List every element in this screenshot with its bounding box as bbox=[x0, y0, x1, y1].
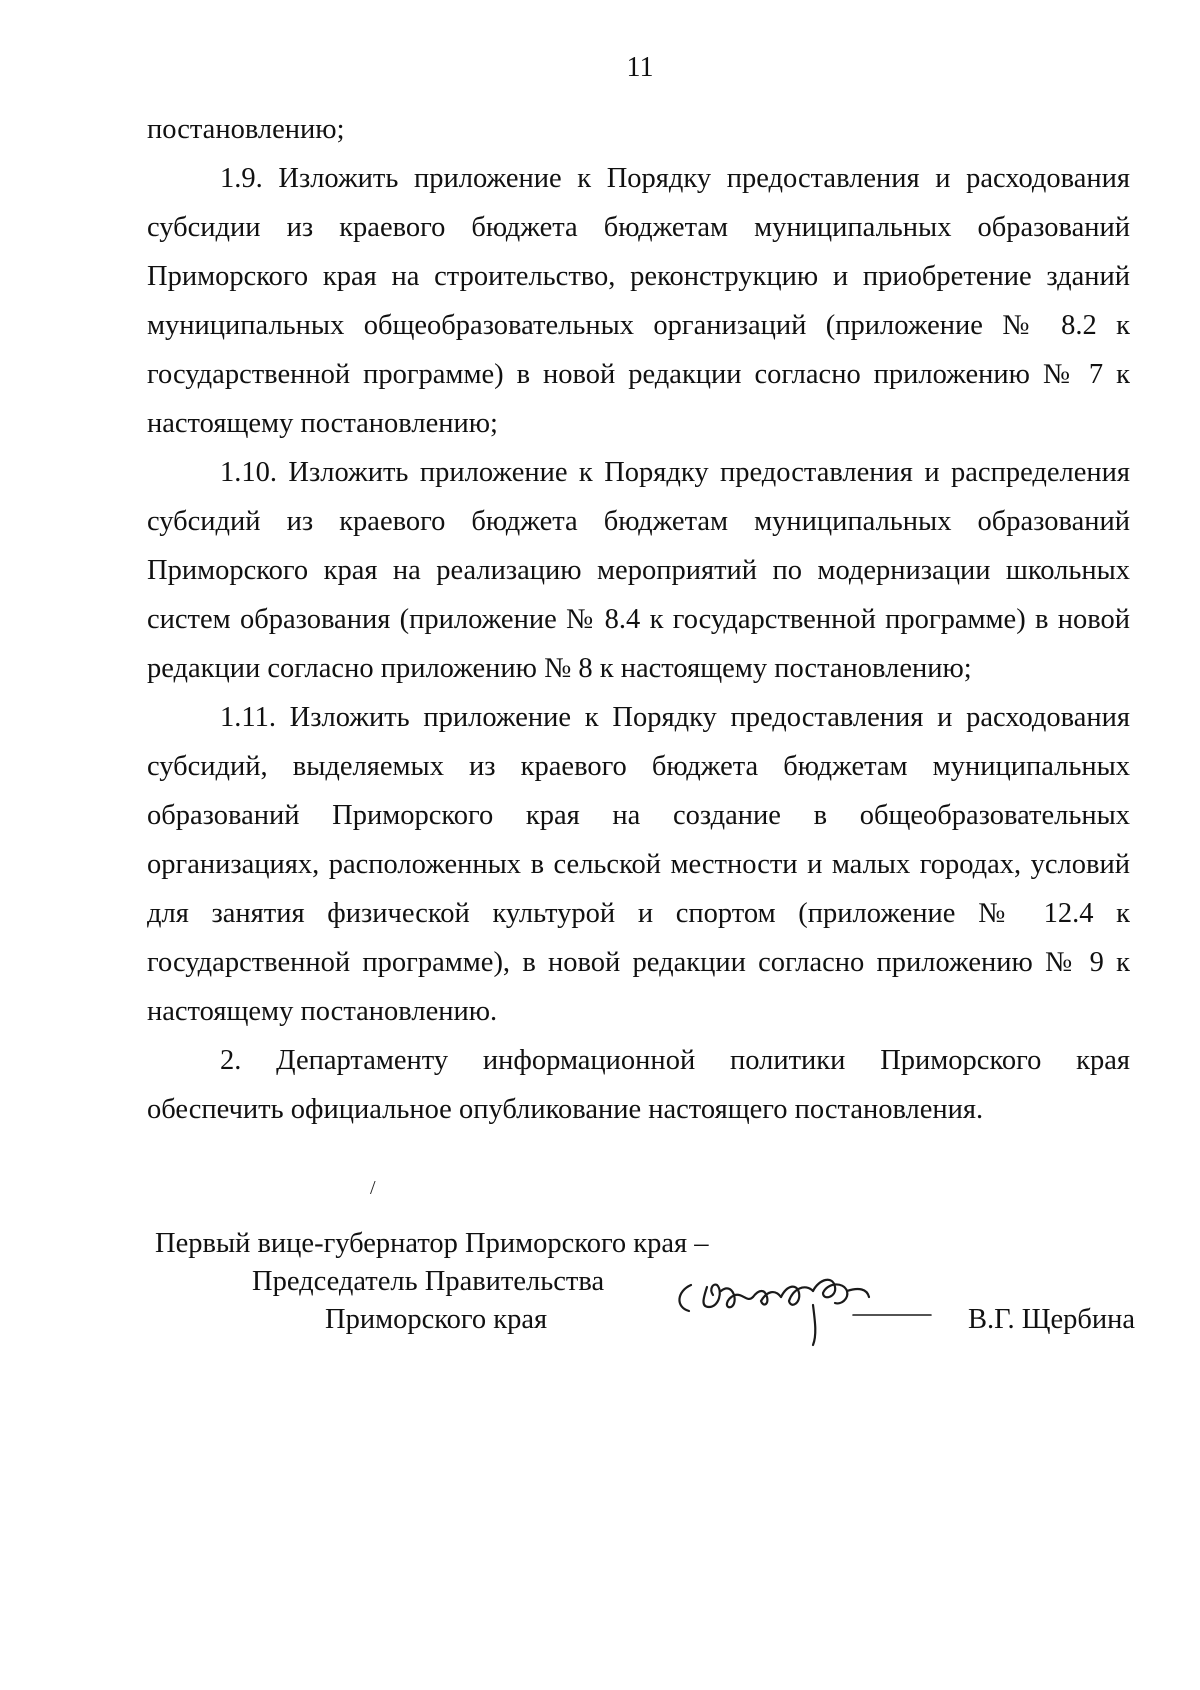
signatory-position-line-3: Приморского края bbox=[325, 1304, 548, 1335]
signatory-position-line-2: Председатель Правительства bbox=[252, 1266, 605, 1297]
signatory-name: В.Г. Щербина bbox=[968, 1304, 1135, 1335]
document-body bbox=[147, 105, 1130, 1134]
paragraph-1-9: 1.9. Изложить приложение к Порядку предоставления и расходования субсидии из краевого бюджета бюджетам муниципальных образований Приморского края на строительство, реконструкцию и приобретение зданий муниципальных общеобразовательных организаций (приложение № 8.2 к государственной программе) в новой редакции согласно приложению № 7 к настоящему постановлению; bbox=[147, 163, 1130, 439]
paragraph-2: 2. Департаменту информационной политики Приморского края обеспечить официальное опубликование настоящего постановления. bbox=[147, 1045, 1130, 1125]
paragraph-1-10: 1.10. Изложить приложение к Порядку предоставления и распределения субсидий из краевого бюджета бюджетам муниципальных образований Приморского края на реализацию мероприятий по модернизации школьных систем образования (приложение № 8.4 к государственной программе) в новой редакции согласно приложению № 8 к настоящему постановлению; bbox=[147, 457, 1130, 684]
paragraph-1-11: 1.11. Изложить приложение к Порядку предоставления и расходования субсидий, выделяемых из краевого бюджета бюджетам муниципальных образований Приморского края на создание в общеобразовательных организациях, расположенных в сельской местности и малых городах, условий для занятия физической культурой и спортом (приложение № 12.4 к государственной программе), в новой редакции согласно приложению № 9 к настоящему постановлению. bbox=[147, 702, 1130, 1027]
signature-block bbox=[155, 1225, 1135, 1345]
handwritten-signature bbox=[663, 1245, 933, 1355]
stray-mark: / bbox=[370, 1177, 376, 1199]
paragraph-continuation: постановлению; bbox=[147, 114, 345, 145]
page-number: 11 bbox=[626, 52, 654, 83]
signatory-position-line-1: Первый вице-губернатор Приморского края – bbox=[155, 1228, 709, 1259]
